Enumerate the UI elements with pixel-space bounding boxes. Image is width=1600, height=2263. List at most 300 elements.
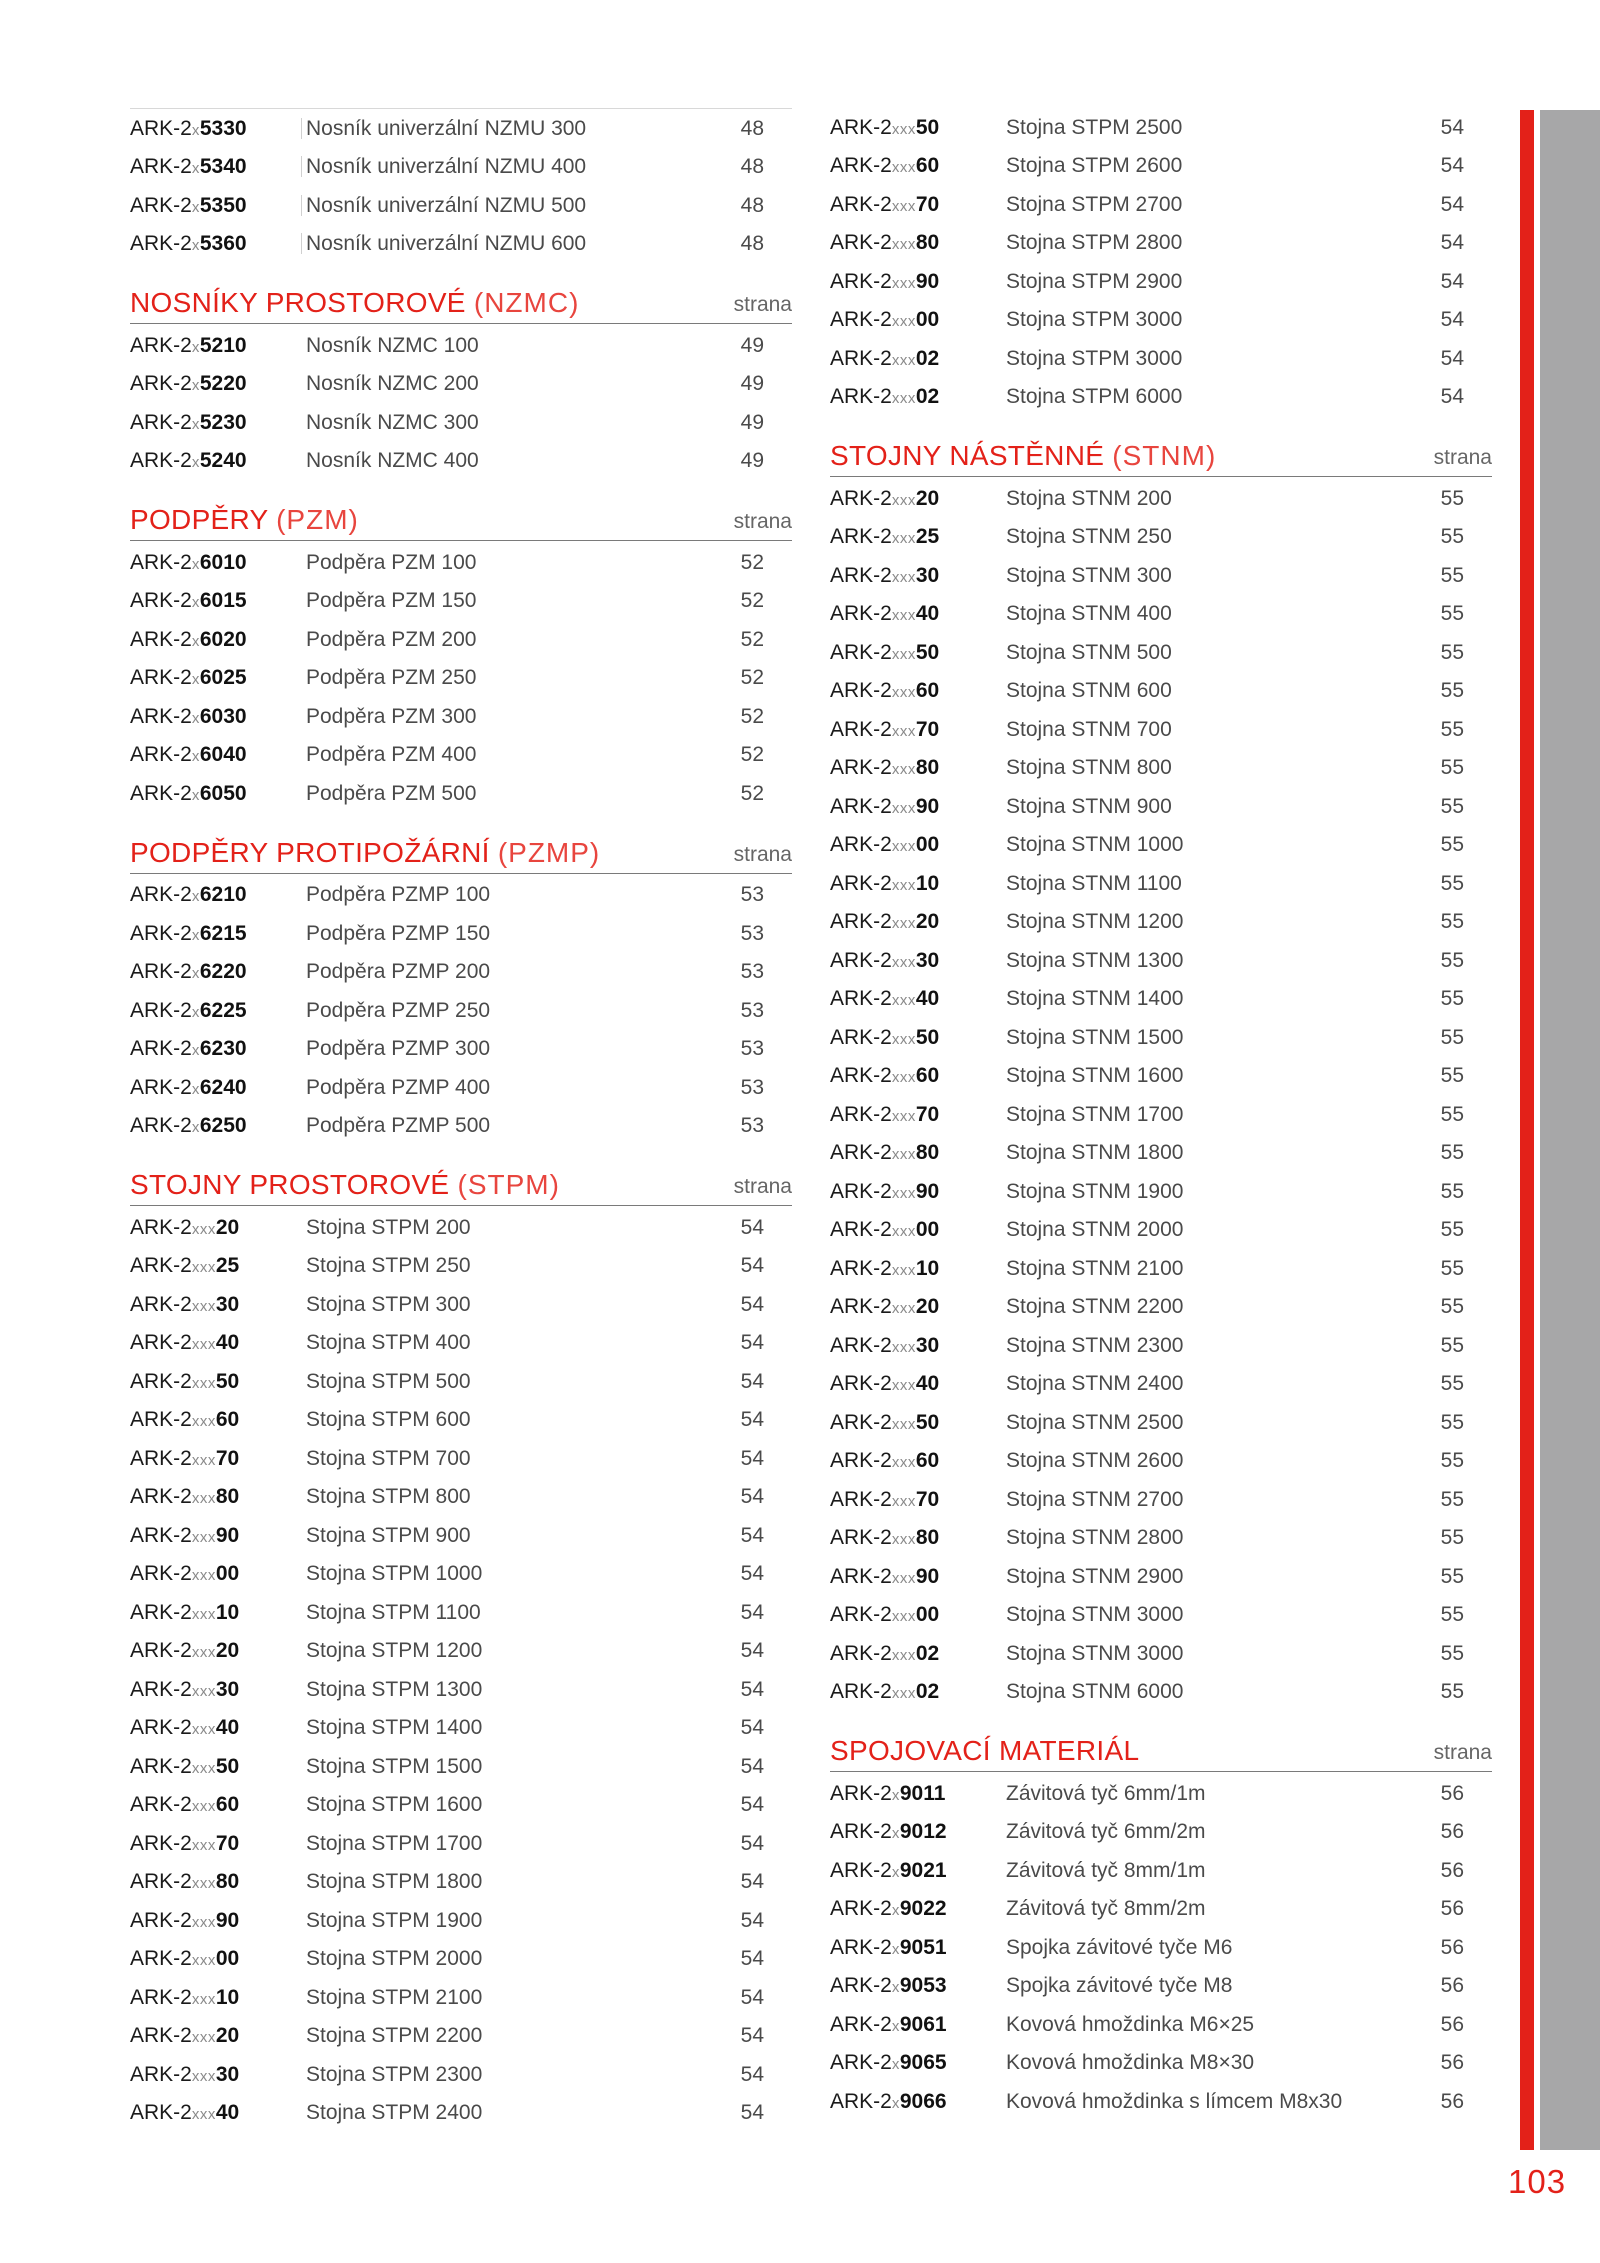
code-number: 90 [915,269,940,293]
product-name: Stojna STPM 1100 [306,1600,481,1624]
table-row [130,1068,792,1107]
section-header [130,831,792,874]
product-code [130,1640,306,1661]
product-name: Stojna STNM 1700 [1006,1102,1184,1126]
table-row [130,736,792,775]
code-variant: x [191,632,200,650]
page-reference: 54 [740,1446,764,1470]
code-prefix: ARK-2 [830,833,892,857]
product-code [130,195,306,216]
product-code [830,873,1006,894]
code-variant: xxx [891,1454,916,1472]
code-variant: xxx [191,1220,216,1238]
code-number: 02 [915,385,940,409]
code-variant: xxx [891,159,916,177]
section-rows [830,477,1492,1711]
code-variant: x [191,160,200,178]
catalog-section [830,434,1492,1711]
code-prefix: ARK-2 [130,2024,192,2048]
product-code [830,1450,1006,1471]
table-row [130,2094,792,2133]
code-variant: xxx [191,1644,216,1662]
code-prefix: ARK-2 [830,1102,892,1126]
page-reference: 52 [740,666,764,690]
product-name: Podpěra PZMP 250 [306,998,491,1022]
code-number: 90 [215,1523,240,1547]
page-reference: 53 [740,921,764,945]
product-name: Stojna STPM 200 [306,1215,471,1239]
product-name: Stojna STNM 2400 [1006,1372,1184,1396]
section-rows [130,324,792,480]
code-variant: x [191,555,200,573]
code-number: 60 [215,1408,240,1432]
code-variant: xxx [891,838,916,856]
table-row [830,941,1492,980]
code-variant: x [191,709,200,727]
table-row [130,1901,792,1940]
code-prefix: ARK-2 [830,679,892,703]
code-number: 30 [215,2062,240,2086]
section-header [130,1163,792,1206]
page-reference: 55 [1440,640,1464,664]
product-code [130,373,306,394]
code-number: 60 [215,1793,240,1817]
page-reference: 52 [740,781,764,805]
page-reference: 55 [1440,1372,1464,1396]
code-variant: xxx [891,799,916,817]
code-number: 10 [215,1985,240,2009]
page-reference: 54 [740,1215,764,1239]
code-number: 20 [915,1295,940,1319]
product-name: Podpěra PZMP 300 [306,1037,491,1061]
product-name: Stojna STPM 1900 [306,1908,483,1932]
code-number: 00 [915,1218,940,1242]
page-reference: 55 [1440,1102,1464,1126]
table-row [830,864,1492,903]
code-variant: x [191,121,200,139]
right-column [830,108,1492,2121]
table-row [130,1401,792,1440]
continued-rows [830,108,1492,416]
code-prefix: ARK-2 [830,1603,892,1627]
code-number: 70 [915,1487,940,1511]
code-prefix: ARK-2 [130,1908,192,1932]
code-number: 6015 [199,589,247,613]
code-variant: x [191,415,200,433]
table-row [830,1134,1492,1173]
product-code [830,2014,1006,2035]
table-row [130,582,792,621]
product-name: Nosník univerzální NZMU 300 [301,118,694,139]
product-name: Spojka závitové tyče M6 [1006,1935,1233,1959]
code-variant: xxx [891,1685,916,1703]
code-number: 10 [215,1600,240,1624]
product-code [130,667,306,688]
code-number: 60 [915,1449,940,1473]
code-number: 40 [215,2101,240,2125]
code-prefix: ARK-2 [130,627,192,651]
code-prefix: ARK-2 [130,550,192,574]
product-name: Stojna STNM 2600 [1006,1449,1184,1473]
table-row [830,108,1492,147]
code-prefix: ARK-2 [130,333,192,357]
code-variant: xxx [191,1413,216,1431]
code-number: 10 [915,871,940,895]
code-number: 80 [215,1485,240,1509]
code-variant: x [891,2017,900,2035]
code-number: 90 [915,1179,940,1203]
product-name: Stojna STPM 1700 [306,1831,483,1855]
code-variant: xxx [191,2106,216,2124]
code-variant: xxx [191,1259,216,1277]
product-code [130,1371,306,1392]
code-number: 40 [915,602,940,626]
table-row [830,556,1492,595]
page-reference: 56 [1440,1820,1464,1844]
page-column-label: strana [733,842,792,866]
code-variant: x [191,338,200,356]
code-variant: xxx [891,1569,916,1587]
section-title [130,1169,560,1201]
section-title [130,837,600,869]
code-prefix: ARK-2 [130,921,192,945]
code-number: 25 [915,525,940,549]
section-abbreviation: (PZM) [276,504,359,535]
product-code [130,1255,306,1276]
page-column-label: strana [1433,1741,1492,1764]
product-name: Závitová tyč 8mm/1m [1006,1858,1206,1882]
code-variant: x [191,454,200,472]
code-number: 30 [215,1292,240,1316]
product-code [830,796,1006,817]
page-column-label: strana [733,1175,792,1198]
code-prefix: ARK-2 [830,2089,892,2113]
table-row [130,1439,792,1478]
code-prefix: ARK-2 [830,1064,892,1088]
product-code [830,271,1006,292]
product-code [130,1910,306,1931]
page-reference: 54 [740,1485,764,1509]
table-row [130,1555,792,1594]
page-column-label: strana [733,293,792,316]
product-code [130,1486,306,1507]
product-code [830,950,1006,971]
code-variant: x [891,2094,900,2112]
page-reference: 54 [1440,115,1464,139]
section-rows [130,1206,792,2132]
page-reference: 54 [740,1908,764,1932]
product-name: Kovová hmoždinka s límcem M8x30 [1006,2089,1343,2113]
table-row [130,1593,792,1632]
code-prefix: ARK-2 [830,115,892,139]
product-code [830,2091,1006,2112]
page-reference: 54 [740,1254,764,1278]
product-name: Stojna STNM 1400 [1006,987,1184,1011]
code-prefix: ARK-2 [830,1410,892,1434]
code-number: 90 [215,1908,240,1932]
code-number: 6040 [199,743,247,767]
table-row [830,224,1492,263]
code-prefix: ARK-2 [830,2012,892,2036]
code-number: 02 [915,1680,940,1704]
code-variant: xxx [891,236,916,254]
continued-rows [130,108,792,263]
page-reference: 54 [1440,269,1464,293]
page-reference: 55 [1440,1333,1464,1357]
table-row [830,1057,1492,1096]
code-prefix: ARK-2 [130,1215,192,1239]
code-prefix: ARK-2 [130,372,192,396]
table-row [830,1813,1492,1852]
product-name: Stojna STNM 1500 [1006,1025,1184,1049]
code-variant: xxx [891,684,916,702]
page-reference: 55 [1440,525,1464,549]
code-variant: xxx [891,645,916,663]
product-name: Stojna STNM 6000 [1006,1680,1184,1704]
page-reference: 52 [740,589,764,613]
code-variant: x [191,1119,200,1137]
product-name: Stojna STPM 1800 [306,1870,483,1894]
page-reference: 52 [740,550,764,574]
code-number: 80 [915,231,940,255]
code-prefix: ARK-2 [830,1781,892,1805]
code-prefix: ARK-2 [130,1870,192,1894]
table-row [830,595,1492,634]
product-name: Stojna STPM 6000 [1006,385,1183,409]
page-reference: 55 [1440,871,1464,895]
product-code [130,2064,306,2085]
page-reference: 54 [1440,308,1464,332]
product-name: Stojna STNM 2100 [1006,1256,1184,1280]
table-row [130,365,792,404]
page-reference: 54 [740,1408,764,1432]
page-reference: 56 [1440,1781,1464,1805]
page-reference: 53 [740,883,764,907]
section-abbreviation: (PZMP) [497,836,601,868]
code-prefix: ARK-2 [830,1974,892,1998]
code-variant: xxx [891,1338,916,1356]
table-row [130,1324,792,1363]
code-variant: xxx [891,607,916,625]
section-rows [130,874,792,1146]
page-reference: 53 [740,1114,764,1138]
code-number: 02 [915,1641,940,1665]
section-header [830,1729,1492,1772]
code-number: 6240 [199,1075,247,1099]
page-reference: 55 [1440,1295,1464,1319]
product-code [130,450,306,471]
product-code [830,1373,1006,1394]
code-prefix: ARK-2 [830,269,892,293]
table-row [830,1673,1492,1712]
code-number: 20 [215,1215,240,1239]
code-number: 9021 [899,1858,947,1882]
product-name: Stojna STNM 2300 [1006,1333,1184,1357]
section-title-text: NOSNÍKY PROSTOROVÉ [130,287,466,318]
code-prefix: ARK-2 [130,1254,192,1278]
page-reference: 54 [740,1600,764,1624]
product-name: Stojna STNM 1200 [1006,910,1184,934]
section-title-text: SPOJOVACÍ MATERIÁL [830,1735,1140,1766]
product-code [830,1412,1006,1433]
code-variant: xxx [891,1300,916,1318]
section-header [130,281,792,324]
code-prefix: ARK-2 [830,1935,892,1959]
code-number: 90 [915,1564,940,1588]
code-prefix: ARK-2 [130,743,192,767]
code-prefix: ARK-2 [830,794,892,818]
product-name: Stojna STPM 2300 [306,2062,483,2086]
product-name: Stojna STPM 1600 [306,1793,483,1817]
product-code [130,1833,306,1854]
table-row [130,659,792,698]
table-row [830,1890,1492,1929]
table-row [830,479,1492,518]
code-variant: xxx [191,1528,216,1546]
table-row [130,774,792,813]
code-number: 6030 [199,704,247,728]
code-number: 70 [215,1446,240,1470]
product-code [130,1563,306,1584]
code-variant: x [891,1786,900,1804]
code-prefix: ARK-2 [830,308,892,332]
page-reference: 49 [740,333,764,357]
code-number: 60 [915,679,940,703]
code-number: 00 [915,1603,940,1627]
page-reference: 55 [1440,1256,1464,1280]
product-name: Stojna STPM 800 [306,1485,471,1509]
code-variant: x [891,2056,900,2074]
table-row [130,1362,792,1401]
code-prefix: ARK-2 [830,1218,892,1242]
code-prefix: ARK-2 [130,2101,192,2125]
page-reference: 55 [1440,1179,1464,1203]
page-reference: 56 [1440,1858,1464,1882]
code-variant: xxx [891,1492,916,1510]
code-variant: x [191,1080,200,1098]
table-row [130,914,792,953]
product-name: Podpěra PZMP 200 [306,960,491,984]
page-reference: 54 [740,1793,764,1817]
product-code [130,1525,306,1546]
section-title-text: STOJNY PROSTOROVÉ [130,1169,450,1200]
product-name: Stojna STNM 800 [1006,756,1172,780]
code-variant: xxx [891,1377,916,1395]
product-name: Podpěra PZMP 500 [306,1114,491,1138]
code-number: 6210 [199,883,247,907]
section-header [830,434,1492,477]
product-name: Podpěra PZM 250 [306,666,477,690]
section-rows [830,1772,1492,2121]
table-row [130,1709,792,1748]
code-number: 50 [915,115,940,139]
table-row [130,1632,792,1671]
code-prefix: ARK-2 [130,1831,192,1855]
product-code [830,1219,1006,1240]
code-number: 00 [215,1562,240,1586]
code-prefix: ARK-2 [830,602,892,626]
page-reference: 55 [1440,679,1464,703]
page-reference: 55 [1440,1603,1464,1627]
page-reference: 54 [740,1870,764,1894]
code-prefix: ARK-2 [130,1292,192,1316]
product-name: Podpěra PZM 100 [306,550,477,574]
product-code [830,1566,1006,1587]
page-number: 103 [1508,2163,1567,2200]
table-row [130,953,792,992]
code-number: 9011 [899,1781,946,1805]
product-name: Stojna STNM 2000 [1006,1218,1184,1242]
table-row [830,1095,1492,1134]
page-reference: 55 [1440,1218,1464,1242]
product-name: Stojna STPM 300 [306,1292,471,1316]
code-variant: xxx [891,992,916,1010]
code-variant: xxx [191,1297,216,1315]
product-code [830,232,1006,253]
product-name: Stojna STNM 1300 [1006,948,1184,972]
product-name: Stojna STPM 2000 [306,1947,483,1971]
page-reference: 55 [1440,910,1464,934]
code-variant: xxx [891,915,916,933]
product-name: Stojna STPM 1500 [306,1754,483,1778]
product-code [130,1000,306,1021]
code-variant: x [191,237,200,255]
table-row [830,1967,1492,2006]
code-prefix: ARK-2 [830,2051,892,2075]
table-row [130,1107,792,1146]
product-code [830,1975,1006,1996]
product-name: Podpěra PZMP 100 [306,883,491,907]
product-name: Stojna STPM 1000 [306,1562,483,1586]
table-row [830,1403,1492,1442]
code-number: 6225 [199,998,247,1022]
code-prefix: ARK-2 [130,1947,192,1971]
product-name: Nosník univerzální NZMU 400 [301,156,694,177]
code-number: 5210 [199,333,247,357]
product-name: Nosník NZMC 200 [306,372,479,396]
table-row [830,672,1492,711]
code-prefix: ARK-2 [130,1446,192,1470]
code-prefix: ARK-2 [830,1897,892,1921]
code-number: 5340 [199,155,247,179]
code-variant: xxx [891,722,916,740]
code-prefix: ARK-2 [830,1449,892,1473]
product-code [830,1898,1006,1919]
page-reference: 55 [1440,1487,1464,1511]
table-row [130,1863,792,1902]
code-prefix: ARK-2 [830,1179,892,1203]
table-row [830,1172,1492,1211]
product-name: Závitová tyč 8mm/2m [1006,1897,1206,1921]
product-code [130,1448,306,1469]
code-variant: xxx [891,1223,916,1241]
code-prefix: ARK-2 [130,1754,192,1778]
table-row [830,1326,1492,1365]
product-code [830,1937,1006,1958]
table-row [830,903,1492,942]
table-row [130,186,792,225]
catalog-section [130,831,792,1146]
table-row [830,1851,1492,1890]
code-number: 9066 [899,2089,947,2113]
code-number: 00 [215,1947,240,1971]
catalog-section [130,281,792,480]
page-reference: 55 [1440,987,1464,1011]
product-name: Stojna STNM 2500 [1006,1410,1184,1434]
code-variant: xxx [891,120,916,138]
product-name: Stojna STNM 1000 [1006,833,1184,857]
page-reference: 48 [740,116,764,140]
